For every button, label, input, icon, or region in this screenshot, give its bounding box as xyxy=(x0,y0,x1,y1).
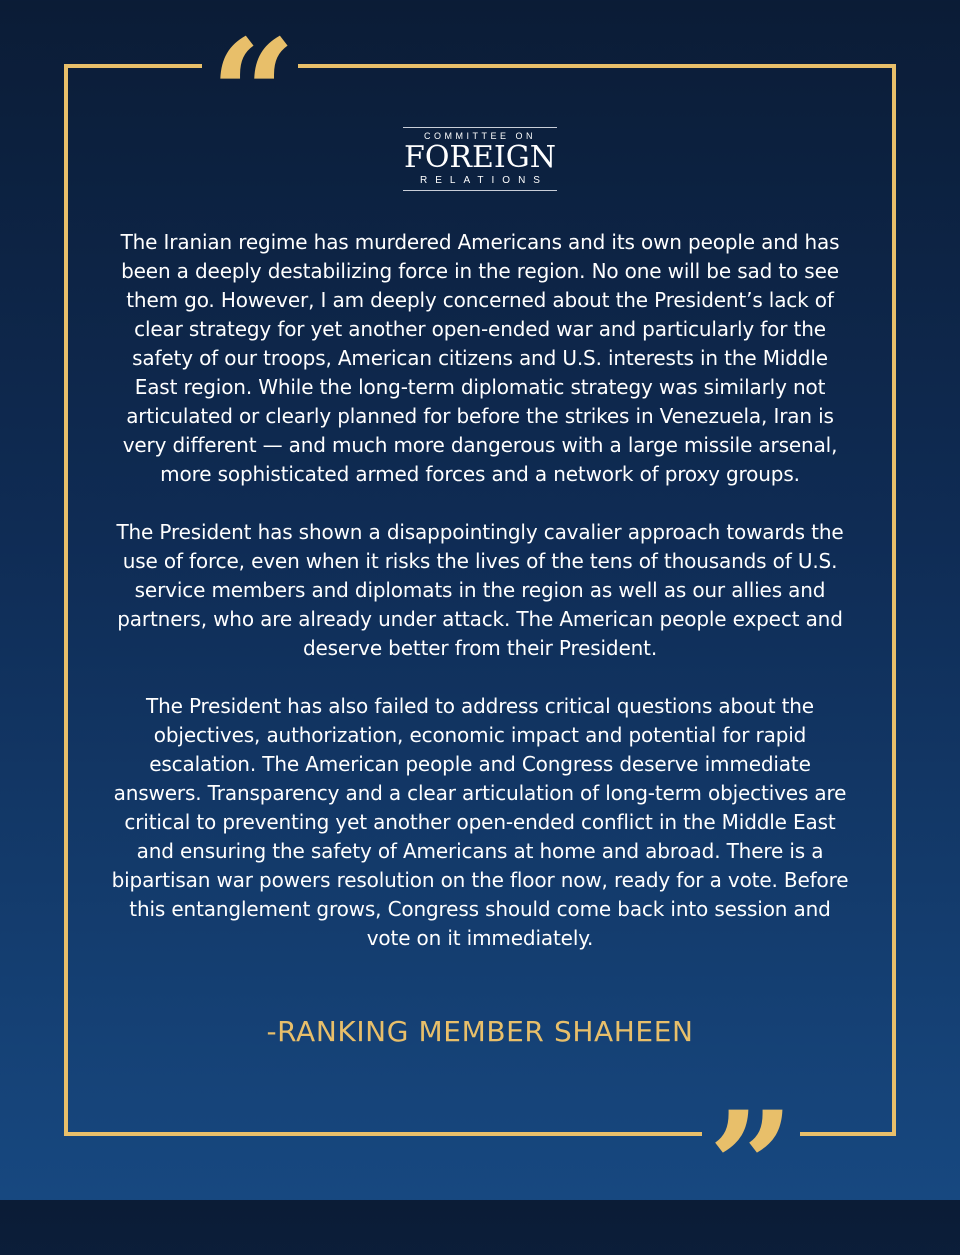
statement-paragraph: The Iranian regime has murdered Americans and its own people and has been a deeply destabilizing force in the region. No one will be sad to see them go. However, I am deeply concerned about the President’s lack of clear strategy for yet another open-ended war and particularly for the safety of our troops, American citizens and U.S. interests in the Middle East region. While the long-term diplomatic strategy was similarly not articulated or clearly planned for before the strikes in Venezuela, Iran is very different — and much more dangerous with a large missile arsenal, more sophisticated armed forces and a network of proxy groups. xyxy=(120,230,840,486)
statement-paragraph: The President has shown a disappointingly cavalier approach towards the use of force, even when it risks the lives of the tens of thousands of U.S. service members and diplomats in the region as well as our allies and partners, who are already under attack. The American people expect and deserve better from their President. xyxy=(116,520,844,660)
logo-top-rule xyxy=(403,127,557,128)
logo-line-relations: RELATIONS xyxy=(420,175,548,186)
open-quote-icon: “ xyxy=(210,7,289,183)
statement-paragraph: The President has also failed to address critical questions about the objectives, authorization, economic impact and potential for rapid escalation. The American people and Congress deserve immediate answers. Transparency and a clear articulation of long-term objectives are critical to preventing yet another open-ended conflict in the Middle East and ensuring the safety of Americans at home and abroad. There is a bipartisan war powers resolution on the floor now, ready for a vote. Before this entanglement grows, Congress should come back into session and vote on it immediately. xyxy=(111,694,849,950)
close-quote-icon: ” xyxy=(708,1079,787,1255)
committee-logo xyxy=(380,127,580,191)
attribution-signature: -RANKING MEMBER SHAHEEN xyxy=(266,1015,694,1048)
logo-line-foreign: FOREIGN xyxy=(404,140,556,175)
statement-body xyxy=(108,228,852,953)
logo-line-committee-on: COMMITTEE ON xyxy=(424,131,536,141)
logo-bottom-rule xyxy=(403,190,557,191)
